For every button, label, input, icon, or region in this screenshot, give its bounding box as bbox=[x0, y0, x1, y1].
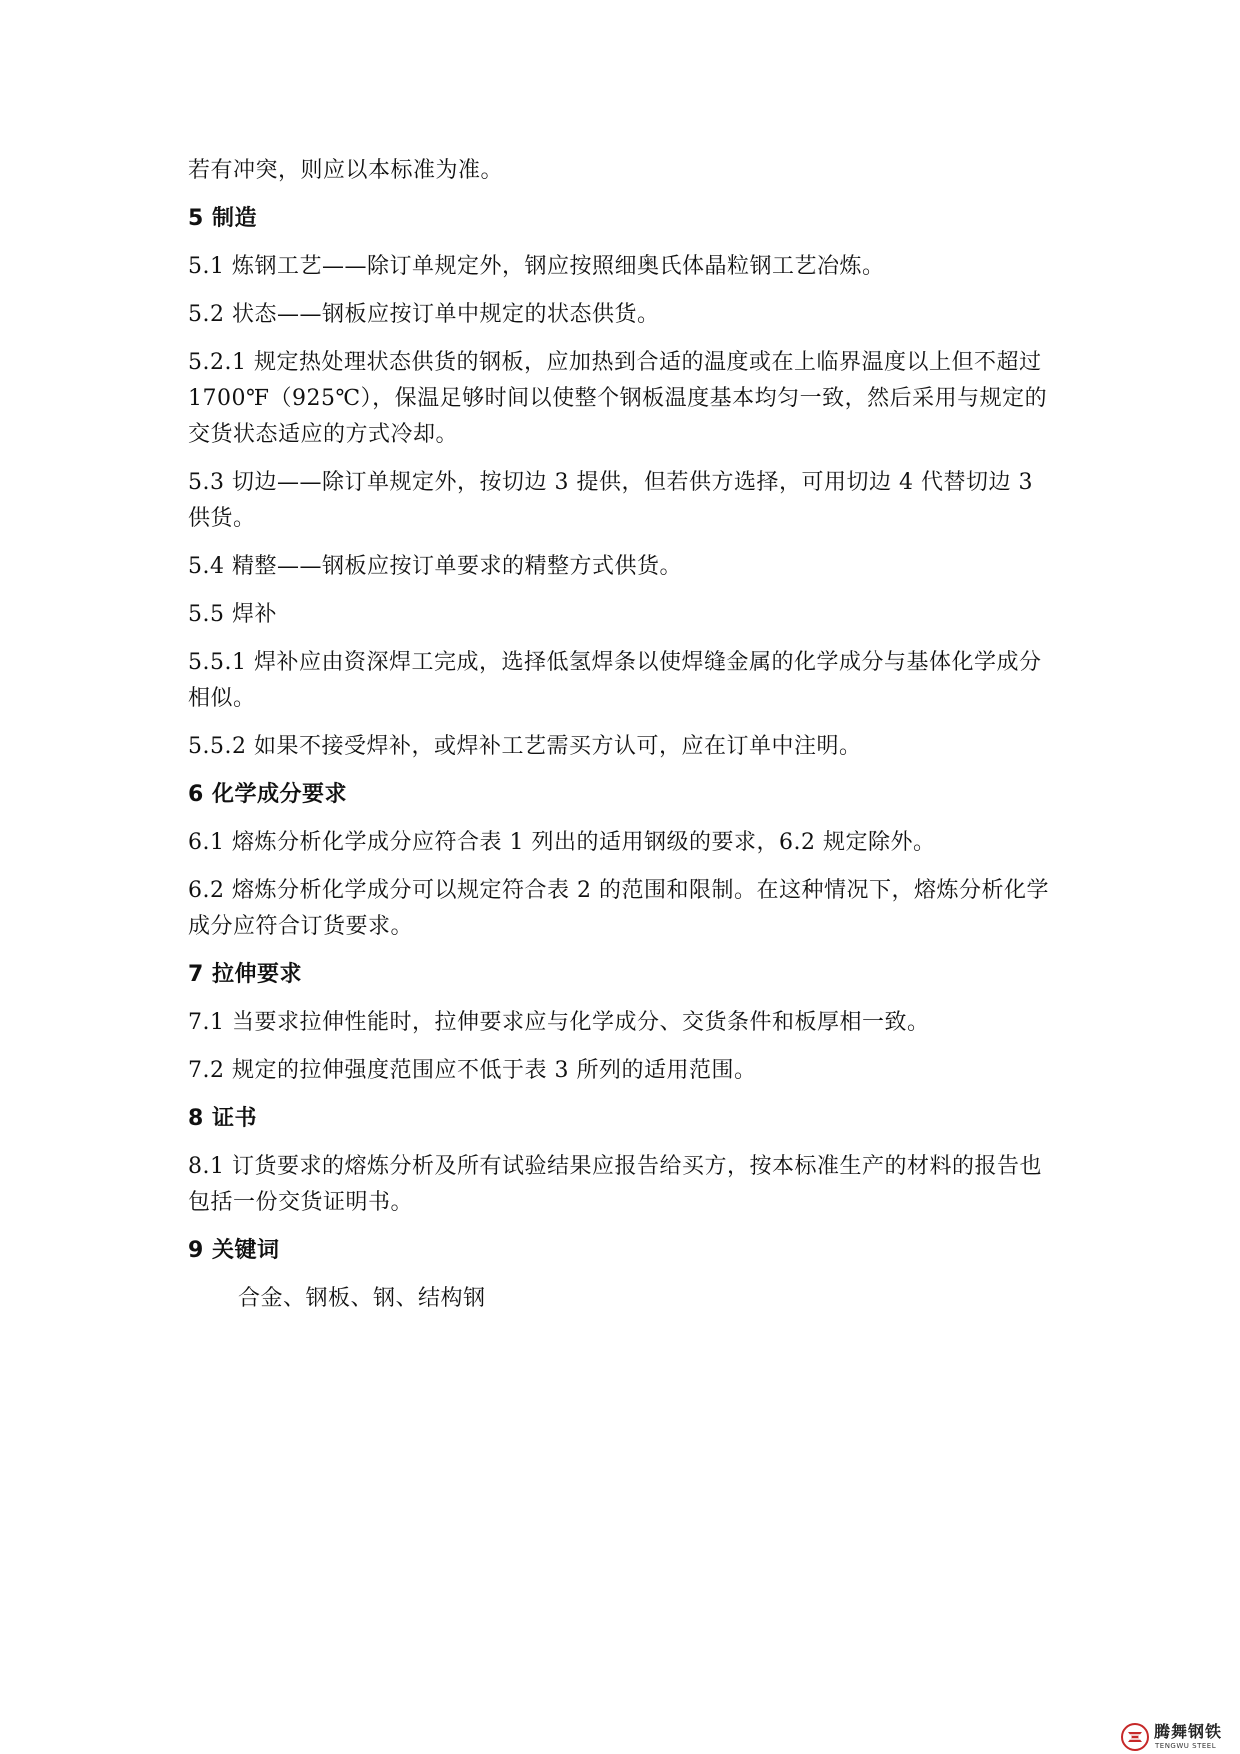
section-heading-9: 9 关键词 bbox=[188, 1238, 280, 1263]
paragraph-5-5-2: 5.5.2 如果不接受焊补，或焊补工艺需买方认可，应在订单中注明。 bbox=[188, 734, 862, 759]
paragraph-5-5-1: 5.5.1 焊补应由资深焊工完成，选择低氢焊条以使焊缝金属的化学成分与基体化学成分相似。 bbox=[188, 650, 1042, 711]
section-heading-5: 5 制造 bbox=[188, 206, 257, 231]
paragraph-7-1: 7.1 当要求拉伸性能时，拉伸要求应与化学成分、交货条件和板厚相一致。 bbox=[188, 1010, 930, 1035]
section-heading-6: 6 化学成分要求 bbox=[188, 782, 347, 807]
paragraph-5-3: 5.3 切边——除订单规定外，按切边 3 提供，但若供方选择，可用切边 4 代替切边 3 供货。 bbox=[188, 470, 1033, 531]
section-heading-8: 8 证书 bbox=[188, 1106, 257, 1131]
paragraph-5-5: 5.5 焊补 bbox=[188, 602, 277, 627]
footer-logo bbox=[1120, 1722, 1238, 1752]
paragraph-5-4: 5.4 精整——钢板应按订单要求的精整方式供货。 bbox=[188, 554, 682, 579]
paragraph-8-1: 8.1 订货要求的熔炼分析及所有试验结果应报告给买方，按本标准生产的材料的报告也包括一份交货证明书。 bbox=[188, 1154, 1042, 1215]
paragraph-6-1: 6.1 熔炼分析化学成分应符合表 1 列出的适用钢级的要求，6.2 规定除外。 bbox=[188, 830, 936, 855]
document-body bbox=[188, 153, 1058, 1329]
section-heading-7: 7 拉伸要求 bbox=[188, 962, 302, 987]
paragraph-continuation: 若有冲突，则应以本标准为准。 bbox=[188, 158, 504, 183]
paragraph-6-2: 6.2 熔炼分析化学成分可以规定符合表 2 的范围和限制。在这种情况下，熔炼分析化学成分应符合订货要求。 bbox=[188, 878, 1049, 939]
paragraph-5-2: 5.2 状态——钢板应按订单中规定的状态供货。 bbox=[188, 302, 660, 327]
paragraph-7-2: 7.2 规定的拉伸强度范围应不低于表 3 所列的适用范围。 bbox=[188, 1058, 757, 1083]
keywords-text: 合金、钢板、钢、结构钢 bbox=[238, 1286, 486, 1311]
paragraph-5-1: 5.1 炼钢工艺——除订单规定外，钢应按照细奥氏体晶粒钢工艺冶炼。 bbox=[188, 254, 885, 279]
logo-chinese-name: 腾舞钢铁 bbox=[1154, 1722, 1223, 1741]
tengwu-logo-icon bbox=[1120, 1722, 1150, 1752]
logo-english-name: TENGWU STEEL bbox=[1155, 1742, 1217, 1750]
paragraph-5-2-1: 5.2.1 规定热处理状态供货的钢板，应加热到合适的温度或在上临界温度以上但不超过 1700℉（925℃），保温足够时间以使整个钢板温度基本均匀一致，然后采用与规定的交货状态适应的方式冷却。 bbox=[188, 350, 1048, 447]
